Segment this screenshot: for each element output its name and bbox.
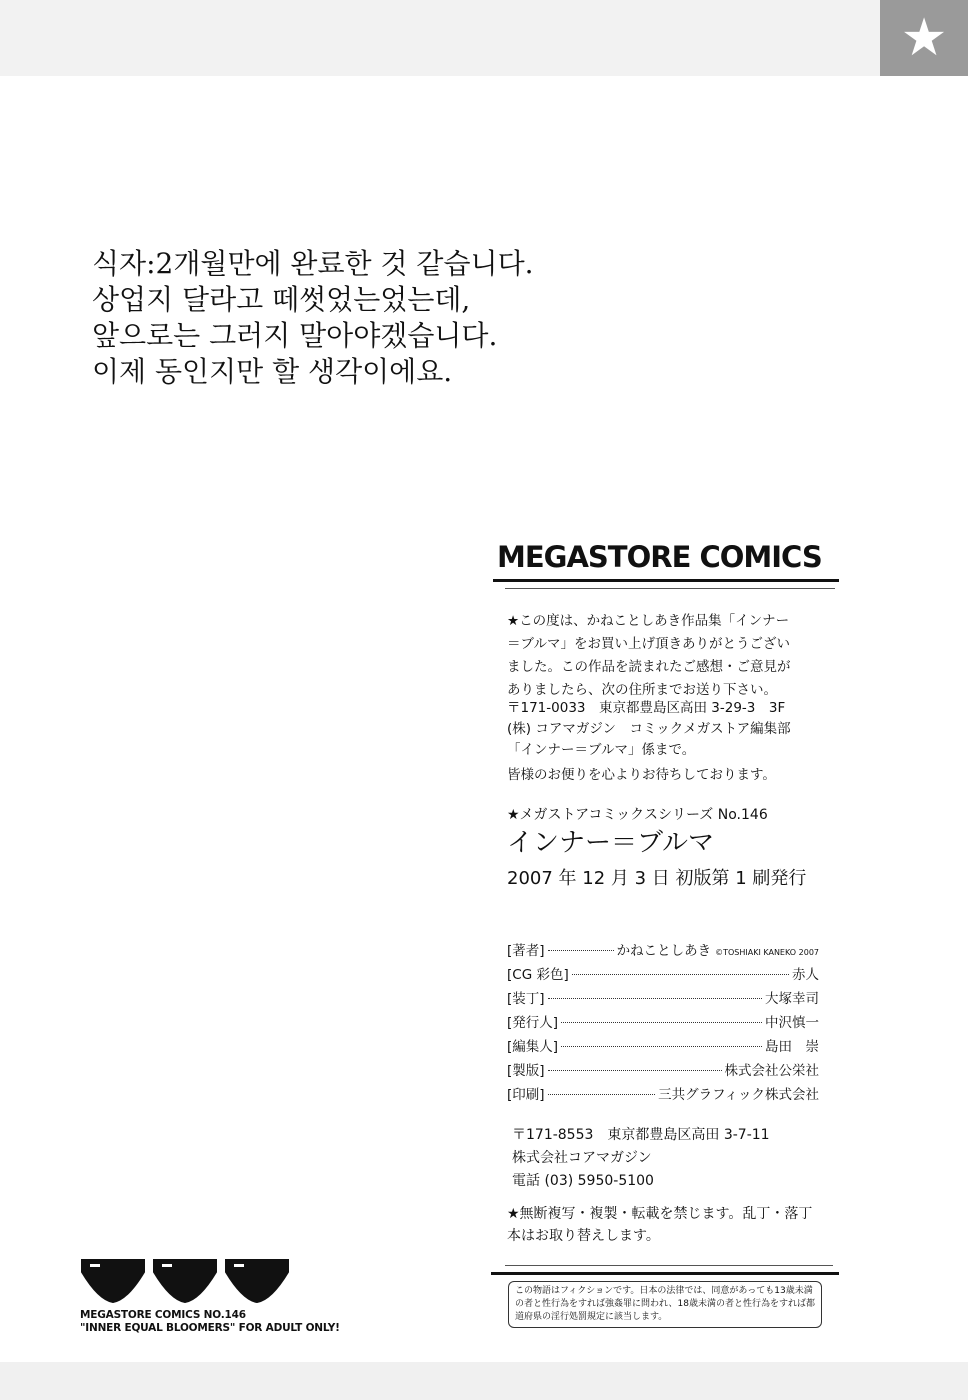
text-line: ありましたら、次の住所までお送り下さい。 [507,682,777,698]
credits-list [507,939,819,1107]
bloomers-icon [224,1258,290,1304]
copyright-mark: ©TOSHIAKI KANEKO 2007 [715,948,819,957]
credit-label: [編集人] [507,1039,559,1055]
text-line: 株式会社コアマガジン [512,1150,652,1166]
publication-date: 2007 年 12 月 3 日 初版第 1 刷発行 [507,868,807,889]
divider [505,1265,833,1266]
credit-row-design [507,987,819,1011]
book-title: インナー＝ブルマ [507,828,714,858]
dot-leader [561,1046,762,1047]
note-line: 이제 동인지만 할 생각이에요. [92,355,453,388]
text-line: 本はお取り替えします。 [507,1228,660,1244]
text-line: ★無断複写・複製・転載を禁じます。乱丁・落丁 [507,1206,813,1222]
dot-leader [548,1094,656,1095]
top-band [0,0,968,76]
credit-value: 赤人 [792,967,819,983]
credit-value: 島田 崇 [765,1039,819,1055]
fiction-notice-box: この物語はフィクションです。日本の法律では、同意があっても13歳未満の者と性行為をすれば強姦罪に問われ、18歳未満の者と性行為をすれば都道府県の淫行処罰規定に該当します。 [508,1281,822,1328]
divider [505,588,835,589]
thanks-paragraph [507,610,837,702]
editorial-address [507,698,837,761]
dot-leader [548,1070,722,1071]
bloomers-icon [80,1258,146,1304]
credit-label: [製版] [507,1063,545,1079]
text-line: 電話 (03) 5950-5100 [512,1173,654,1189]
credit-label: [CG 彩色] [507,967,569,983]
note-line: 상업지 달라고 떼썻었는었는데, [92,283,471,316]
credit-row-editor [507,1035,819,1059]
text-line: 「インナー＝ブルマ」係まで。 [507,742,696,758]
dot-leader [572,974,789,975]
credit-value: 三共グラフィック株式会社 [658,1087,819,1103]
credit-value: かねことしあき [616,943,712,959]
credit-row-cg [507,963,819,987]
text-line: 〒171-0033 東京都豊島区高田 3-29-3 3F [507,700,786,716]
text-line: ＝ブルマ」をお買い上げ頂きありがとうござい [507,636,790,652]
bloomers-logo [80,1258,290,1304]
translator-note [92,246,534,390]
dot-leader [548,950,614,951]
credit-label: [装丁] [507,991,545,1007]
credit-label: [著者] [507,943,545,959]
credit-row-publisher [507,1011,819,1035]
footer-caption [80,1309,340,1335]
series-number: ★メガストアコミックスシリーズ No.146 [507,807,768,823]
credit-value: 中沢慎一 [765,1015,819,1031]
credit-label: [発行人] [507,1015,559,1031]
text-line: 〒171-8553 東京都豊島区高田 3-7-11 [512,1127,770,1143]
credit-value: 株式会社公栄社 [724,1063,819,1079]
copy-warning [507,1203,837,1247]
footer-line: "INNER EQUAL BLOOMERS" FOR ADULT ONLY! [80,1322,340,1334]
closing-line: 皆様のお便りを心よりお待ちしております。 [507,767,776,783]
credit-label: [印刷] [507,1087,545,1103]
bottom-band [0,1362,968,1400]
credit-row-print [507,1083,819,1107]
bloomers-icon [152,1258,218,1304]
note-line: 식자:2개월만에 완료한 것 같습니다. [92,247,534,280]
divider [491,1272,839,1275]
credit-row-plate [507,1059,819,1083]
credit-row-author [507,939,819,963]
divider [493,579,839,582]
text-line: ★この度は、かねことしあき作品集「インナー [507,613,790,629]
star-icon: ★ [880,0,968,76]
text-line: (株) コアマガジン コミックメガストア編集部 [507,721,791,737]
note-line: 앞으로는 그러지 말아야겠습니다. [92,319,498,352]
text-line: ました。この作品を読まれたご感想・ご意見が [507,659,791,675]
footer-line: MEGASTORE COMICS NO.146 [80,1309,246,1321]
credit-value: 大塚幸司 [765,991,819,1007]
dot-leader [561,1022,762,1023]
brand-logo: MEGASTORE COMICS [497,540,822,574]
dot-leader [548,998,762,999]
publisher-address [512,1124,842,1193]
